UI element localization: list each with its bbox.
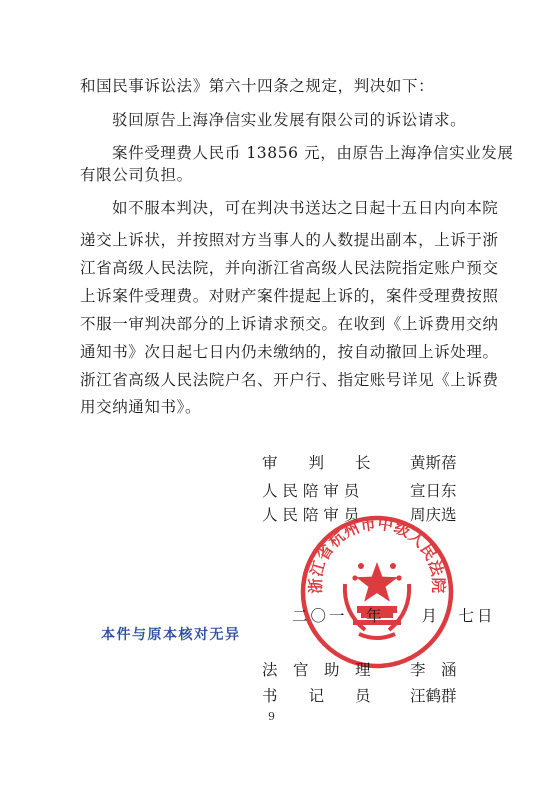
- judge-name: 黄斯蓓: [410, 454, 457, 472]
- court-seal: [297, 512, 457, 672]
- verification-stamp: 本件与原本核对无异: [101, 627, 241, 643]
- judgment-date: 二〇一 年 月 七日: [292, 607, 496, 625]
- page-number: 9: [268, 710, 275, 723]
- assistant-name: 李 涵: [410, 661, 457, 679]
- body-line-11: 浙江省高级人民法院户名、开户行、指定账号详见《上诉费: [80, 371, 499, 389]
- juror-1-role: 人 民 陪 审 员: [262, 482, 360, 500]
- juror-1-name: 宣日东: [410, 482, 457, 500]
- body-line-9: 不服一审判决部分的上诉请求预交。在收到《上诉费用交纳: [80, 315, 499, 333]
- body-line-4: 有限公司负担。: [80, 166, 193, 184]
- clerk-role: 书 记 员: [262, 687, 371, 705]
- body-line-3: 案件受理费人民币 13856 元，由原告上海净信实业发展: [112, 144, 514, 162]
- body-line-6: 递交上诉状，并按照对方当事人的人数提出副本，上诉于浙: [80, 231, 499, 249]
- judge-role: 审 判 长: [262, 454, 371, 472]
- body-line-2: 驳回原告上海净信实业发展有限公司的诉讼请求。: [112, 111, 467, 129]
- body-line-8: 上诉案件受理费。对财产案件提起上诉的，案件受理费按照: [80, 287, 499, 305]
- body-line-1: 和国民事诉讼法》第六十四条之规定，判决如下：: [80, 77, 435, 95]
- svg-text:浙江省杭州市中级人民法院: 浙江省杭州市中级人民法院: [306, 514, 448, 594]
- juror-2-name: 周庆选: [410, 506, 457, 524]
- assistant-role: 法 官 助 理: [262, 661, 371, 679]
- body-line-10: 通知书》次日起七日内仍未缴纳的，按自动撤回上诉处理。: [80, 343, 499, 361]
- body-line-7: 江省高级人民法院，并向浙江省高级人民法院指定账户预交: [80, 259, 499, 277]
- body-line-12: 用交纳通知书》。: [80, 398, 202, 416]
- juror-2-role: 人 民 陪 审 员: [262, 506, 360, 524]
- body-line-5: 如不服本判决，可在判决书送达之日起十五日内向本院: [112, 199, 499, 217]
- clerk-name: 汪鹤群: [410, 687, 457, 705]
